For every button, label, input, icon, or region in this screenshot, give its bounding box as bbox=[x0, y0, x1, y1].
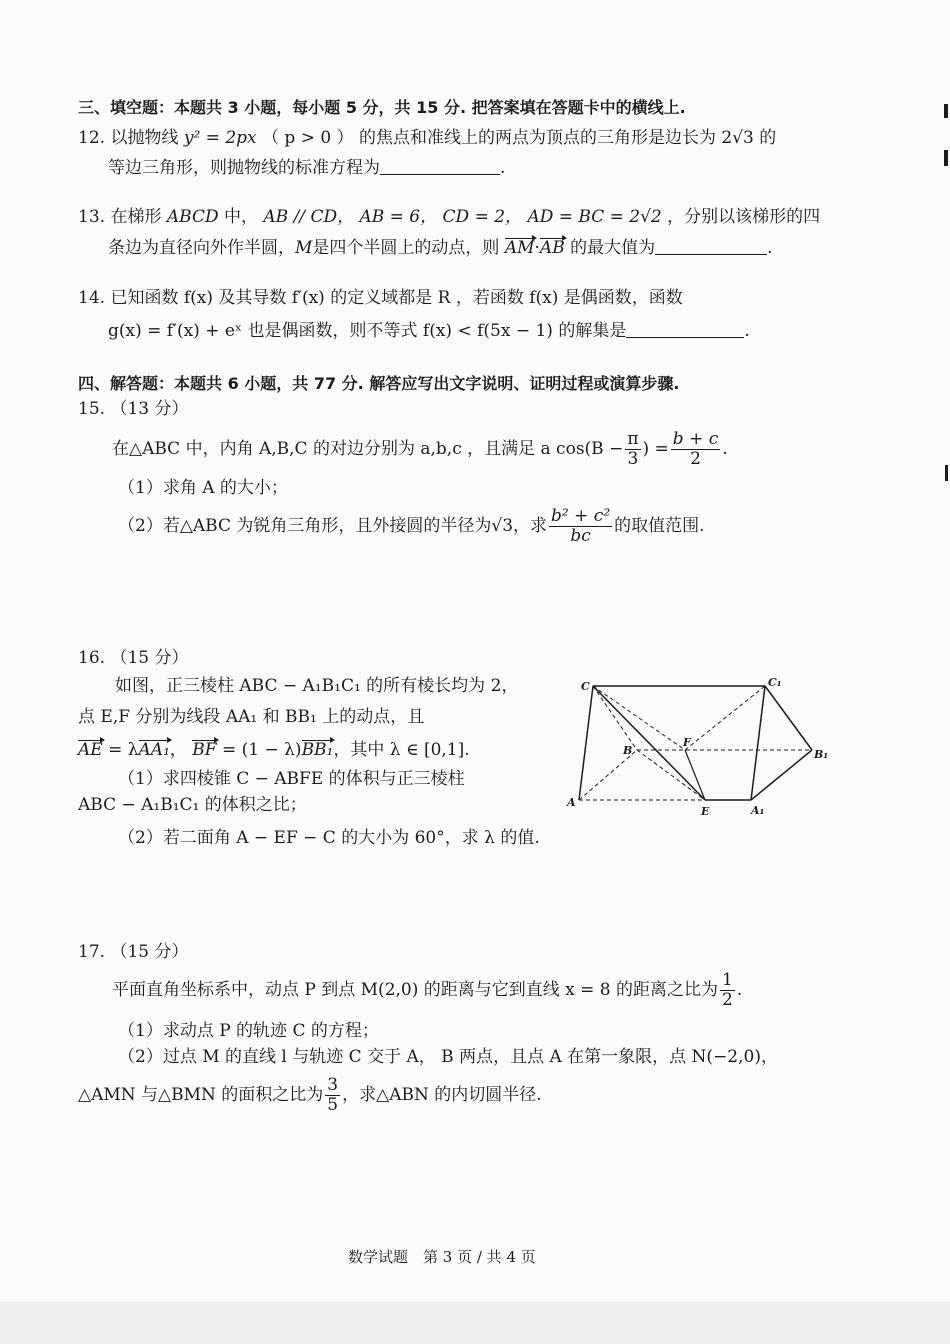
q16-text: = λ bbox=[102, 740, 139, 760]
q13-text: 在梯形 bbox=[110, 207, 162, 227]
q13-text: ，分别以该梯形的四 bbox=[667, 207, 821, 227]
edge-bleed-mark bbox=[945, 465, 948, 481]
point-m: M bbox=[295, 238, 313, 258]
edge-bleed-mark bbox=[944, 104, 948, 118]
q14-text: g(x) = f′(x) + eˣ 也是偶函数，则不等式 f(x) < f(5x − 1) 的解集是 bbox=[108, 321, 627, 341]
fraction-denominator: bc bbox=[570, 526, 591, 546]
fraction-denominator: 2 bbox=[722, 990, 733, 1010]
label-e: E bbox=[701, 805, 710, 818]
q17-text: ，求△ABN 的内切圆半径. bbox=[342, 1085, 542, 1105]
ratio-one-half bbox=[720, 971, 735, 1010]
dot-operator: · bbox=[534, 238, 540, 258]
edge-cb bbox=[593, 686, 637, 750]
q17-text: △AMN 与△BMN 的面积之比为 bbox=[78, 1085, 324, 1105]
question-14-line-2 bbox=[108, 320, 750, 342]
edge-c1b1 bbox=[765, 686, 812, 750]
q12-text: 的 bbox=[759, 128, 777, 148]
condition-ab: AB = 6， bbox=[359, 207, 438, 227]
question-13-line-2 bbox=[108, 237, 773, 259]
q16-text: = (1 − λ) bbox=[216, 740, 302, 760]
q13-text: 条边为直径向外作半圆， bbox=[108, 238, 295, 258]
question-14-number: 14. bbox=[78, 288, 106, 308]
q12-text: 的焦点和准线上的两点为顶点的三角形是边长为 bbox=[359, 128, 716, 148]
condition-parallel: AB // CD， bbox=[263, 207, 355, 227]
vector-ab: AB bbox=[539, 238, 565, 258]
label-c: C bbox=[581, 680, 590, 693]
edge-bleed-mark bbox=[944, 150, 948, 166]
answer-blank[interactable] bbox=[626, 321, 744, 338]
fraction-numerator: b² + c² bbox=[551, 506, 611, 526]
question-16-line-2: 点 E,F 分别为线段 AA₁ 和 BB₁ 上的动点，且 bbox=[78, 707, 425, 727]
label-a: A bbox=[567, 796, 576, 809]
q14-text: 已知函数 f(x) 及其导数 f′(x) 的定义域都是 R ，若函数 f(x) 是偶函数，函数 bbox=[110, 288, 683, 308]
question-12-line-2 bbox=[108, 157, 505, 179]
q17-text: . bbox=[736, 980, 743, 1000]
q13-text: 中， bbox=[224, 207, 258, 227]
question-13-number: 13. bbox=[78, 207, 106, 227]
fraction-numerator: b + c bbox=[672, 429, 719, 449]
label-a1: A₁ bbox=[751, 804, 765, 817]
scan-bottom-band bbox=[0, 1302, 950, 1344]
question-14-line-1 bbox=[78, 287, 683, 309]
vector-bf: BF bbox=[192, 740, 217, 760]
condition-cd: CD = 2， bbox=[442, 207, 523, 227]
vector-bb1: BB₁ bbox=[301, 740, 334, 760]
question-16-part-2: （2）若二面角 A − EF − C 的大小为 60°，求 λ 的值. bbox=[118, 828, 540, 848]
parabola-condition: （ p > 0 ） bbox=[262, 128, 354, 148]
fraction-denominator: 3 bbox=[627, 449, 639, 469]
section-four-heading: 四、解答题：本题共 6 小题，共 77 分. 解答应写出文字说明、证明过程或演算步骤. bbox=[78, 374, 680, 393]
q13-text: 的最大值为 bbox=[570, 238, 656, 258]
question-13-line-1 bbox=[78, 206, 820, 228]
q15-text: ，求 bbox=[513, 516, 548, 536]
b-plus-c-over-two bbox=[671, 430, 720, 469]
q16-text: ，其中 λ ∈ [0,1]. bbox=[333, 740, 470, 760]
edge-ca bbox=[579, 686, 593, 800]
question-16-number: 16. （15 分） bbox=[78, 648, 189, 668]
fraction-numerator: 1 bbox=[722, 970, 733, 990]
question-16-part-1-cont: ABC − A₁B₁C₁ 的体积之比； bbox=[78, 795, 307, 815]
edge-ab bbox=[579, 750, 637, 800]
edge-a1b1 bbox=[751, 750, 812, 800]
q12-end: . bbox=[500, 158, 506, 178]
question-17-line-1 bbox=[112, 970, 742, 1010]
vector-am: AM bbox=[504, 238, 535, 258]
answer-blank[interactable] bbox=[655, 238, 767, 255]
label-c1: C₁ bbox=[768, 676, 782, 689]
question-16-line-1: 如图，正三棱柱 ABC − A₁B₁C₁ 的所有棱长均为 2， bbox=[115, 676, 519, 696]
q15-text: . bbox=[722, 439, 728, 459]
q14-end: . bbox=[744, 321, 750, 341]
question-15-part-2 bbox=[118, 506, 705, 546]
question-16-line-3 bbox=[78, 739, 470, 761]
prism-figure bbox=[565, 672, 835, 820]
q17-text: 平面直角坐标系中，动点 P 到点 M(2,0) 的距离与它到直线 x = 8 的距离之比为 bbox=[112, 980, 719, 1000]
answer-blank[interactable] bbox=[380, 158, 500, 175]
question-17-part-1: （1）求动点 P 的轨迹 C 的方程； bbox=[118, 1021, 379, 1041]
label-b: B bbox=[623, 744, 633, 757]
segment-fc1 bbox=[685, 686, 765, 750]
q16-text: ， bbox=[169, 740, 187, 760]
question-17-number: 17. （15 分） bbox=[78, 942, 189, 962]
question-15-part-1: （1）求角 A 的大小； bbox=[118, 478, 288, 498]
q15-text: 在△ABC 中，内角 A,B,C 的对边分别为 a,b,c ，且满足 a cos(B − bbox=[112, 439, 624, 459]
circumradius-value: √3 bbox=[491, 516, 514, 536]
question-12-line-1 bbox=[78, 127, 776, 149]
question-17-part-2: （2）过点 M 的直线 l 与轨迹 C 交于 A， B 两点，且点 A 在第一象限，点 N(−2,0)， bbox=[118, 1047, 778, 1067]
q15-text: （2）若△ABC 为锐角三角形，且外接圆的半径为 bbox=[118, 516, 492, 536]
segment-cf bbox=[593, 686, 685, 750]
fraction-denominator: 5 bbox=[327, 1095, 339, 1115]
trapezoid-name: ABCD bbox=[166, 207, 219, 227]
page-footer: 数学试题 第 3 页 / 共 4 页 bbox=[348, 1248, 536, 1266]
q13-text: 是四个半圆上的动点，则 bbox=[312, 238, 500, 258]
fraction-denominator: 2 bbox=[690, 449, 701, 469]
fraction-numerator: π bbox=[627, 429, 639, 449]
q15-text: 的取值范围. bbox=[614, 516, 705, 536]
vector-aa1: AA₁ bbox=[138, 740, 170, 760]
question-15-stem bbox=[112, 430, 728, 469]
edge-c1a1 bbox=[751, 686, 765, 800]
pi-over-three bbox=[625, 430, 640, 469]
parabola-equation: y² = 2px bbox=[183, 128, 257, 148]
q12-text: 以抛物线 bbox=[110, 128, 179, 148]
label-f: F bbox=[683, 736, 691, 749]
triangle-side-length: 2√3 bbox=[721, 128, 754, 148]
ratio-three-fifths bbox=[325, 1076, 340, 1115]
vector-ae: AE bbox=[78, 740, 103, 760]
question-15-number: 15. （13 分） bbox=[78, 399, 189, 419]
q15-text: ) = bbox=[642, 439, 669, 459]
q13-end: . bbox=[767, 238, 773, 258]
question-17-part-2-cont bbox=[78, 1074, 542, 1116]
question-12-number: 12. bbox=[78, 128, 106, 148]
condition-ad-bc: AD = BC = 2√2 bbox=[527, 207, 662, 227]
label-b1: B₁ bbox=[814, 748, 829, 761]
section-three-heading: 三、填空题：本题共 3 小题，每小题 5 分，共 15 分. 把答案填在答题卡中的横线上. bbox=[78, 98, 686, 117]
q12-text: 等边三角形，则抛物线的标准方程为 bbox=[108, 158, 380, 178]
question-16-part-1: （1）求四棱锥 C − ABFE 的体积与正三棱柱 bbox=[118, 769, 465, 789]
fraction-numerator: 3 bbox=[327, 1075, 339, 1095]
expression-fraction bbox=[549, 507, 612, 546]
